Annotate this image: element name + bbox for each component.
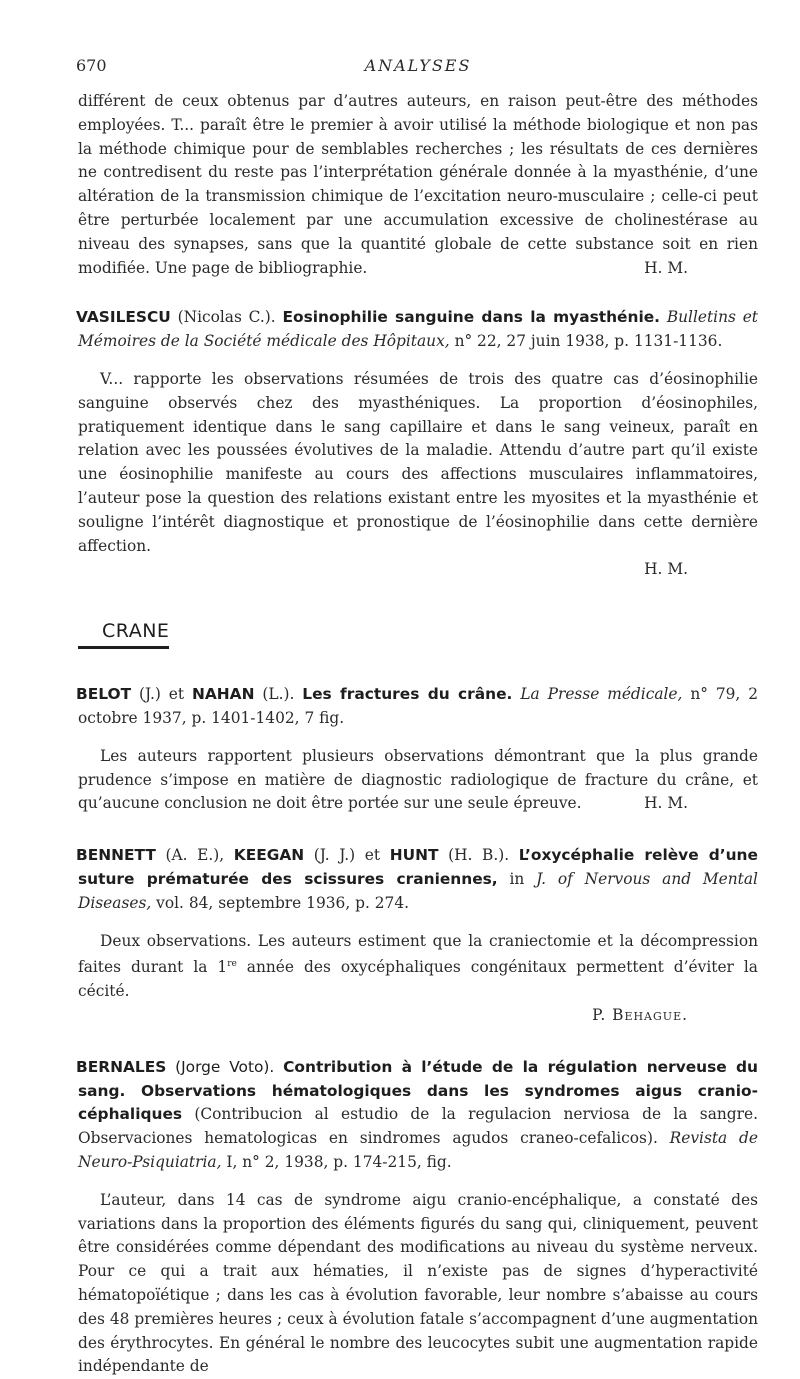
section-title: CRANE — [78, 620, 169, 649]
page-header — [78, 56, 758, 90]
entry-bernales — [78, 1056, 758, 1379]
article-title: Les fractures du crâne. — [302, 685, 513, 704]
signature: H. M. — [644, 560, 688, 579]
entry-belot — [78, 683, 758, 816]
author-name: KEEGAN — [233, 846, 305, 865]
author-first: (J.) — [139, 685, 161, 704]
citation-details: I, n° 2, 1938, p. 174-215, fig. — [226, 1153, 452, 1172]
prev-entry-text: différent de ceux obtenus par d’autres auteurs, en raison peut-être des méthodes employées. T... paraît être le premier à avoir utilisé la méthode biologique et non pas la méthode chimique pour de semblables recherches ; les résultats de ces dernières ne contredisent du reste pas l’interprétation générale donnée à la myasthénie, d’une altération de la transmission chimique de l’excitation neuro-musculaire ; celle-ci peut être perturbée localement par une accumulation excessive de cholinestérase au niveau des synapses, sans que la quantité globale de cette substance soit en rien modifiée. Une page de bibliographie. — [78, 92, 758, 277]
section-heading — [78, 620, 758, 649]
article-title: Eosinophilie sanguine dans la myasthénie. — [282, 308, 661, 327]
citation-details: vol. 84, septembre 1936, p. 274. — [156, 893, 410, 912]
citation — [78, 306, 758, 354]
citation — [78, 1056, 758, 1175]
author-first: (A. E.), — [165, 846, 225, 865]
running-title: ANALYSES — [364, 56, 472, 75]
entry-bennett — [78, 844, 758, 1028]
ordinal-suffix: re — [227, 959, 237, 970]
author-first: (L.). — [262, 685, 295, 704]
journal-title: Bulletins et Mémoires de la Société médicale des Hôpitaux, — [78, 308, 758, 351]
author-name: VASILESCU — [76, 308, 171, 327]
in-word: in — [509, 869, 525, 888]
summary: V... rapporte les observations résumées de trois des quatre cas d’éosinophilie sanguine observés chez des myasthéniques. La proportion d’éosinophiles, pratiquement identique dans le sang capillaire et dans le sang veineux, paraît en relation avec les poussées évolutives de la maladie. Attendu d’autre part qu’il existe une éosinophilie manifeste au cours des affections musculaires inflammatoires, l’auteur pose la question des relations existant entre les myosites et la myasthénie et souligne l’intérêt diagnostique et pronostique de l’éosinophilie dans cette dernière affection. — [78, 369, 758, 555]
page-number: 670 — [76, 56, 107, 75]
article-title: Contribution à l’étude de la régulation nerveuse du sang. Observations hématologiques dans les syndromes aigus cranio-céphaliques — [78, 1057, 758, 1124]
summary — [78, 745, 758, 816]
author-first: (H. B.). — [448, 846, 510, 865]
signature: P. Behague. — [592, 1006, 688, 1025]
citation — [78, 683, 758, 731]
citation — [78, 844, 758, 915]
summary-text: Deux observations. Les auteurs estiment que la craniectomie et la décompression faites durant la 1 — [78, 931, 758, 977]
author-first: (J. J.) — [313, 846, 356, 865]
summary-text: année des oxycéphaliques congénitaux permettent d’éviter la cécité. — [78, 958, 758, 1001]
author-name: BENNETT — [76, 846, 156, 865]
journal-title: J. of Nervous and Mental Diseases, — [78, 869, 758, 912]
summary-text: Les auteurs rapportent plusieurs observations démontrant que la plus grande prudence s’impose en matière de diagnostic radiologique de fracture du crâne, et qu’aucune conclusion ne doit être portée sur une seule épreuve. — [78, 746, 758, 813]
prev-entry-signature: H. M. — [644, 258, 688, 277]
author-name: HUNT — [389, 846, 439, 865]
original-title: (Contribucion al estudio de la regulacion nerviosa de la sangre. Observaciones hematologicas en sindromes agudos craneo-cefalicos). — [78, 1105, 758, 1148]
author-name: BELOT — [76, 685, 132, 704]
conjunction: et — [364, 846, 381, 865]
document-page — [78, 56, 758, 1379]
citation-details: n° 22, 27 juin 1938, p. 1131-1136. — [454, 332, 723, 351]
journal-title: La Presse médicale, — [520, 685, 683, 704]
author-first: (Jorge Voto). — [175, 1057, 275, 1076]
citation-details: n° 79, 2 octobre 1937, p. 1401-1402, 7 fig. — [78, 685, 758, 727]
signature: H. M. — [644, 794, 688, 813]
entry-vasilescu — [78, 306, 758, 582]
article-title: L’oxycéphalie relève d’une suture prématurée des scissures craniennes, — [78, 846, 758, 888]
author-name: NAHAN — [192, 685, 255, 704]
journal-title: Revista de Neuro-Psiquiatria, — [78, 1129, 758, 1172]
conjunction: et — [168, 685, 185, 704]
author-name: BERNALES — [76, 1057, 167, 1076]
summary — [78, 930, 758, 1005]
author-first: (Nicolas C.). — [177, 308, 276, 327]
summary: L’auteur, dans 14 cas de syndrome aigu cranio-encéphalique, a constaté des variations dans la proportion des éléments figurés du sang qui, cliniquement, peuvent être considérées comme dépendant des modifications au niveau du système nerveux. Pour ce qui a trait aux hématies, il n’existe pas de signes d’hyperactivité hématopoïétique ; dans les cas à évolution favorable, leur nombre s’abaisse au cours des 48 premières heures ; ceux à évolution fatale s’accompagnent d’une augmentation des érythrocytes. En général le nombre des leucocytes subit une augmentation rapide indépendante de — [78, 1190, 758, 1376]
